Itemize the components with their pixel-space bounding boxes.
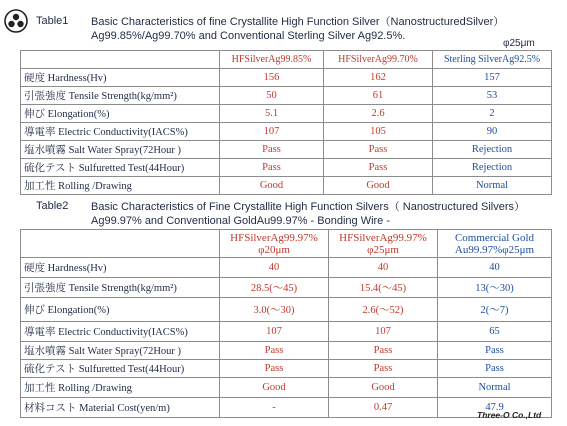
table1-value-cell: 105 (324, 123, 433, 141)
table1-row-label: 伸び Elongation(%) (21, 105, 220, 123)
table1-row-label: 導電率 Electric Conductivity(IACS%) (21, 123, 220, 141)
table1-value-cell: 2 (433, 105, 552, 123)
company-footer: Three-O Co.,Ltd (477, 410, 542, 420)
table1-value-cell: 162 (324, 69, 433, 87)
table1-row (21, 177, 552, 195)
table1-label: Table1 (36, 15, 69, 27)
table2-header-cell (220, 230, 329, 258)
table2-row-label: 導電率 Electric Conductivity(IACS%) (21, 322, 220, 342)
table2-row-label: 材料コスト Material Cost(yen/m) (21, 398, 220, 418)
table1-value-cell: 90 (433, 123, 552, 141)
table1-value-cell: 2.6 (324, 105, 433, 123)
table1-value-cell: Rejection (433, 159, 552, 177)
table2-header-line2: φ25μm (367, 243, 399, 256)
table1-title-line2: Ag99.85%/Ag99.70% and Conventional Sterling Silver Ag92.5%. (91, 30, 406, 42)
table2-row (21, 360, 552, 378)
table2-row-label: 伸び Elongation(%) (21, 298, 220, 322)
table2-value-cell: 28.5(～45) (220, 278, 329, 298)
table2-header-row (21, 230, 552, 258)
table1-row (21, 141, 552, 159)
table2-value-cell: Pass (220, 342, 329, 360)
table2-value-cell: Normal (438, 378, 552, 398)
table2-value-cell: 40 (438, 258, 552, 278)
table1-row-label: 塩水噴霧 Salt Water Spray(72Hour ) (21, 141, 220, 159)
table2-value-cell: Pass (438, 342, 552, 360)
table2-row (21, 298, 552, 322)
table2-value-cell: Pass (329, 342, 438, 360)
table2-row-label: 引張強度 Tensile Strength(kg/mm²) (21, 278, 220, 298)
table1-row (21, 69, 552, 87)
table2-value-cell: 40 (329, 258, 438, 278)
table2-row (21, 378, 552, 398)
table2-value-cell: Pass (438, 360, 552, 378)
table1-row-label: 硬度 Hardness(Hv) (21, 69, 220, 87)
table2-row-label: 塩水噴霧 Salt Water Spray(72Hour ) (21, 342, 220, 360)
table2-title-line2: Ag99.97% and Conventional GoldAu99.97% - Bonding Wire - (91, 215, 391, 227)
table2-value-cell: 65 (438, 322, 552, 342)
table1-value-cell: Pass (324, 141, 433, 159)
table1-row (21, 87, 552, 105)
table2-value-cell: - (220, 398, 329, 418)
table2-value-cell: 107 (220, 322, 329, 342)
table2-value-cell: 40 (220, 258, 329, 278)
table1-unit: φ25μm (503, 38, 535, 49)
table1-title-line1: Basic Characteristics of fine Crystallite High Function Silver（NanostructuredSilver） (91, 16, 505, 28)
table2-header-line2: Au99.97%φ25μm (454, 243, 535, 256)
table1-header-cell (21, 51, 220, 69)
table1-row (21, 123, 552, 141)
table1-row-label: 硫化テスト Sulfuretted Test(44Hour) (21, 159, 220, 177)
table2-row (21, 322, 552, 342)
table1-header-cell: Sterling SilverAg92.5% (433, 51, 552, 69)
table2-value-cell: Good (220, 378, 329, 398)
table2-header-line2: φ20μm (258, 243, 290, 256)
table2-row (21, 342, 552, 360)
table2-value-cell: 3.0(～30) (220, 298, 329, 322)
table2-header-line1: HFSilverAg99.97% (230, 231, 318, 244)
table1-header-cell: HFSilverAg99.85% (220, 51, 324, 69)
table1-header-cell: HFSilverAg99.70% (324, 51, 433, 69)
table2-value-cell: 47.9 (438, 398, 552, 418)
table1-value-cell: Good (324, 177, 433, 195)
table2-header-cell (438, 230, 552, 258)
table1-row-label: 加工性 Rolling /Drawing (21, 177, 220, 195)
table2-label: Table2 (36, 200, 69, 212)
table1-value-cell: 50 (220, 87, 324, 105)
table1-value-cell: Pass (220, 159, 324, 177)
table2-row (21, 398, 552, 418)
table1-header-row (21, 51, 552, 69)
table2-value-cell: 0.47 (329, 398, 438, 418)
table1-value-cell: 5.1 (220, 105, 324, 123)
table2-value-cell: 2(～7) (438, 298, 552, 322)
table2-row (21, 258, 552, 278)
table2-value-cell: Pass (329, 360, 438, 378)
table1-value-cell: 107 (220, 123, 324, 141)
table1-value-cell: 157 (433, 69, 552, 87)
table1-value-cell: Pass (324, 159, 433, 177)
table2-header-cell (21, 230, 220, 258)
table2-title (91, 200, 525, 228)
table1-value-cell: Good (220, 177, 324, 195)
table2-title-line1: Basic Characteristics of Fine Crystallite High Function Silvers（ Nanostructured Silvers） (91, 201, 526, 213)
table1-title (91, 15, 504, 43)
table2-value-cell: 15.4(～45) (329, 278, 438, 298)
table1-value-cell: Rejection (433, 141, 552, 159)
table2-row (21, 278, 552, 298)
table2-row-label: 加工性 Rolling /Drawing (21, 378, 220, 398)
table2-header-cell (329, 230, 438, 258)
table2-value-cell: 107 (329, 322, 438, 342)
table1-row-label: 引張強度 Tensile Strength(kg/mm²) (21, 87, 220, 105)
table1-value-cell: Pass (220, 141, 324, 159)
company-logo (4, 8, 28, 34)
table2-value-cell: Pass (220, 360, 329, 378)
table1-value-cell: 53 (433, 87, 552, 105)
table2-value-cell: 2.6(～52) (329, 298, 438, 322)
table2-value-cell: 13(～30) (438, 278, 552, 298)
table2-row-label: 硬度 Hardness(Hv) (21, 258, 220, 278)
table1-value-cell: 61 (324, 87, 433, 105)
table1-row (21, 159, 552, 177)
table1-row (21, 105, 552, 123)
table2-row-label: 硫化テスト Sulfuretted Test(44Hour) (21, 360, 220, 378)
table2-value-cell: Good (329, 378, 438, 398)
table2 (20, 229, 552, 418)
table2-header-line1: HFSilverAg99.97% (339, 231, 427, 244)
table2-header-line1: Commercial Gold (454, 231, 535, 244)
table1 (20, 50, 552, 195)
table1-value-cell: 156 (220, 69, 324, 87)
table1-value-cell: Normal (433, 177, 552, 195)
